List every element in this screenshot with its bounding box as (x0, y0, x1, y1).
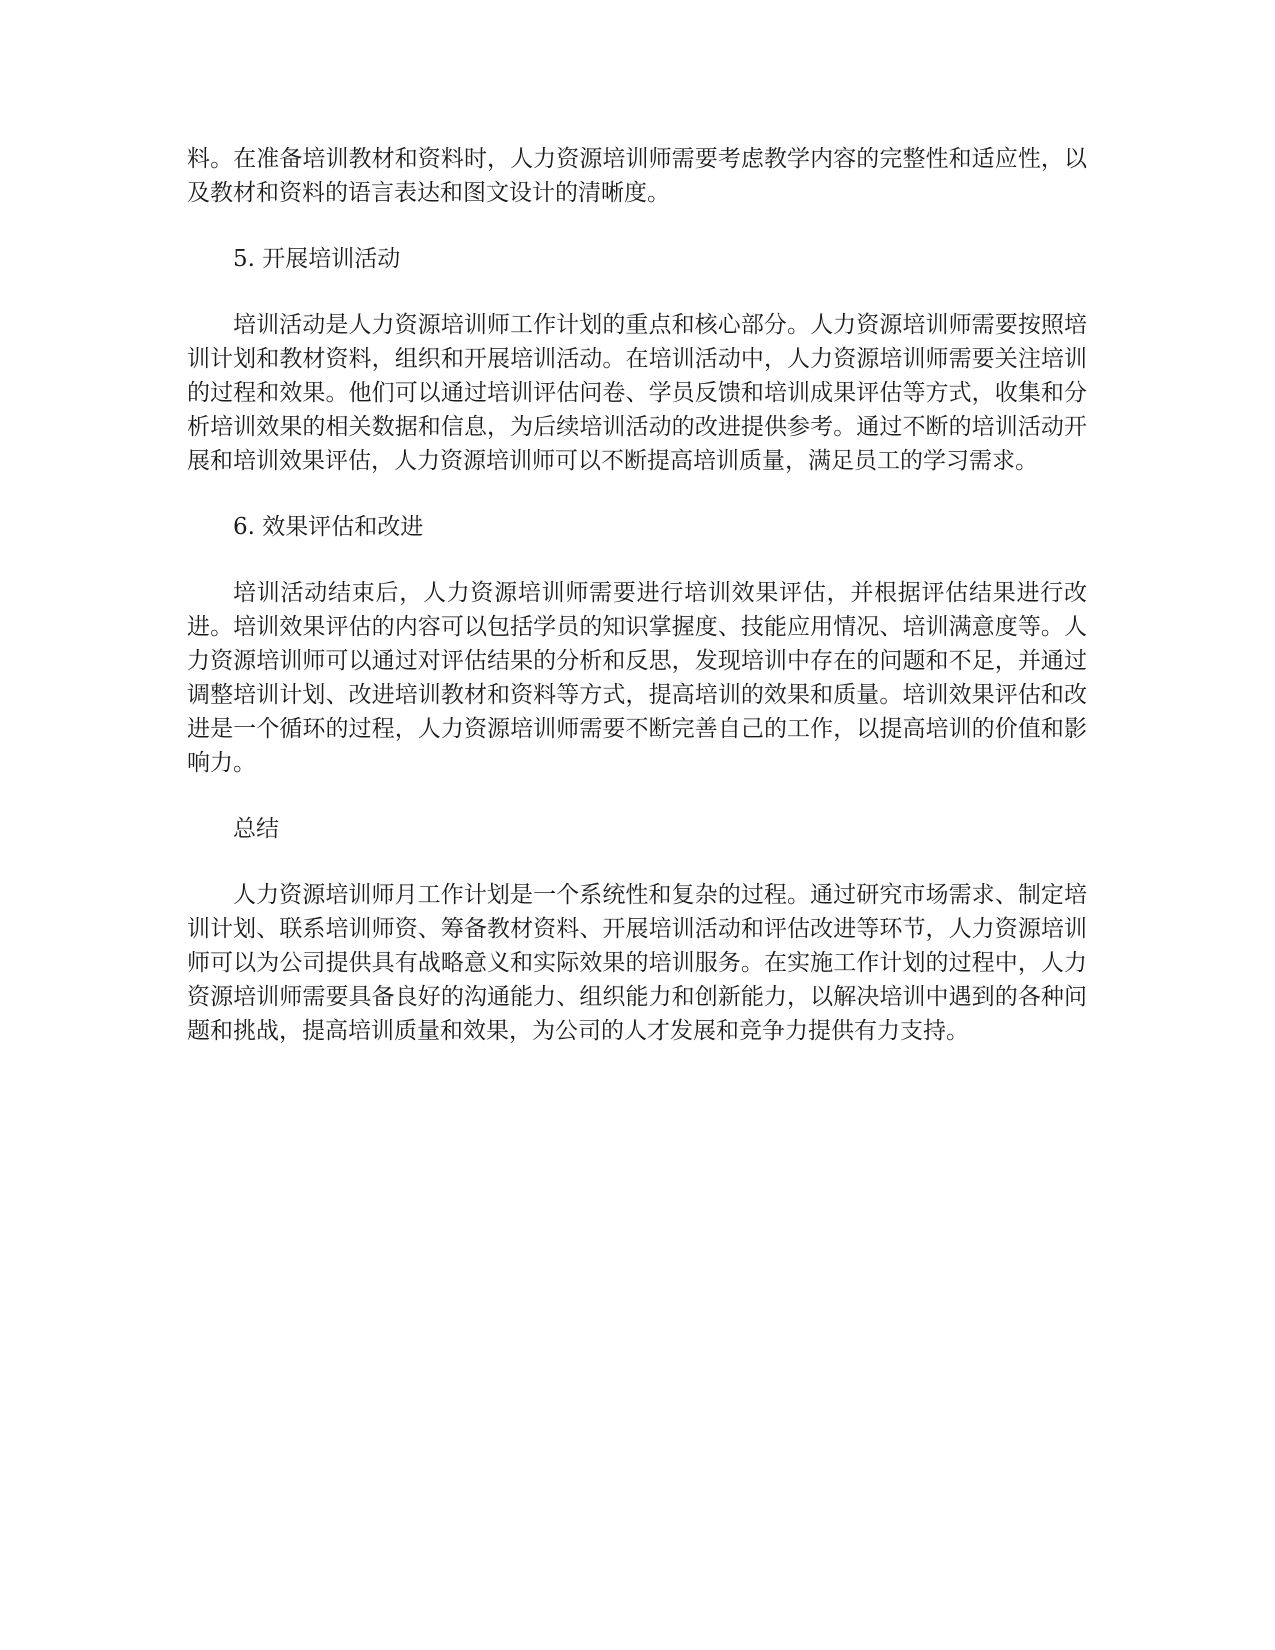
section-heading-summary: 总结 (233, 816, 279, 842)
paragraph-training-activities: 培训活动是人力资源培训师工作计划的重点和核心部分。人力资源培训师需要按照培训计划和教材资料，组织和开展培训活动。在培训活动中，人力资源培训师需要关注培训的过程和效果。他们可以通过培训评估问卷、学员反馈和培训成果评估等方式，收集和分析培训效果的相关数据和信息，为后续培训活动的改进提供参考。通过不断的培训活动开展和培训效果评估，人力资源培训师可以不断提高培训质量，满足员工的学习需求。 (187, 312, 1087, 474)
section-heading-training-activities: 5. 开展培训活动 (233, 246, 401, 272)
paragraph-materials-continued: 料。在准备培训教材和资料时，人力资源培训师需要考虑教学内容的完整性和适应性，以及教材和资料的语言表达和图文设计的清晰度。 (187, 146, 1087, 206)
paragraph-evaluation: 培训活动结束后，人力资源培训师需要进行培训效果评估，并根据评估结果进行改进。培训效果评估的内容可以包括学员的知识掌握度、技能应用情况、培训满意度等。人力资源培训师可以通过对评估结果的分析和反思，发现培训中存在的问题和不足，并通过调整培训计划、改进培训教材和资料等方式，提高培训的效果和质量。培训效果评估和改进是一个循环的过程，人力资源培训师需要不断完善自己的工作，以提高培训的价值和影响力。 (187, 580, 1087, 776)
document-body (187, 142, 1087, 1080)
section-heading-evaluation: 6. 效果评估和改进 (233, 514, 424, 540)
paragraph-summary: 人力资源培训师月工作计划是一个系统性和复杂的过程。通过研究市场需求、制定培训计划、联系培训师资、筹备教材资料、开展培训活动和评估改进等环节，人力资源培训师可以为公司提供具有战略意义和实际效果的培训服务。在实施工作计划的过程中，人力资源培训师需要具备良好的沟通能力、组织能力和创新能力，以解决培训中遇到的各种问题和挑战，提高培训质量和效果，为公司的人才发展和竞争力提供有力支持。 (187, 882, 1087, 1044)
